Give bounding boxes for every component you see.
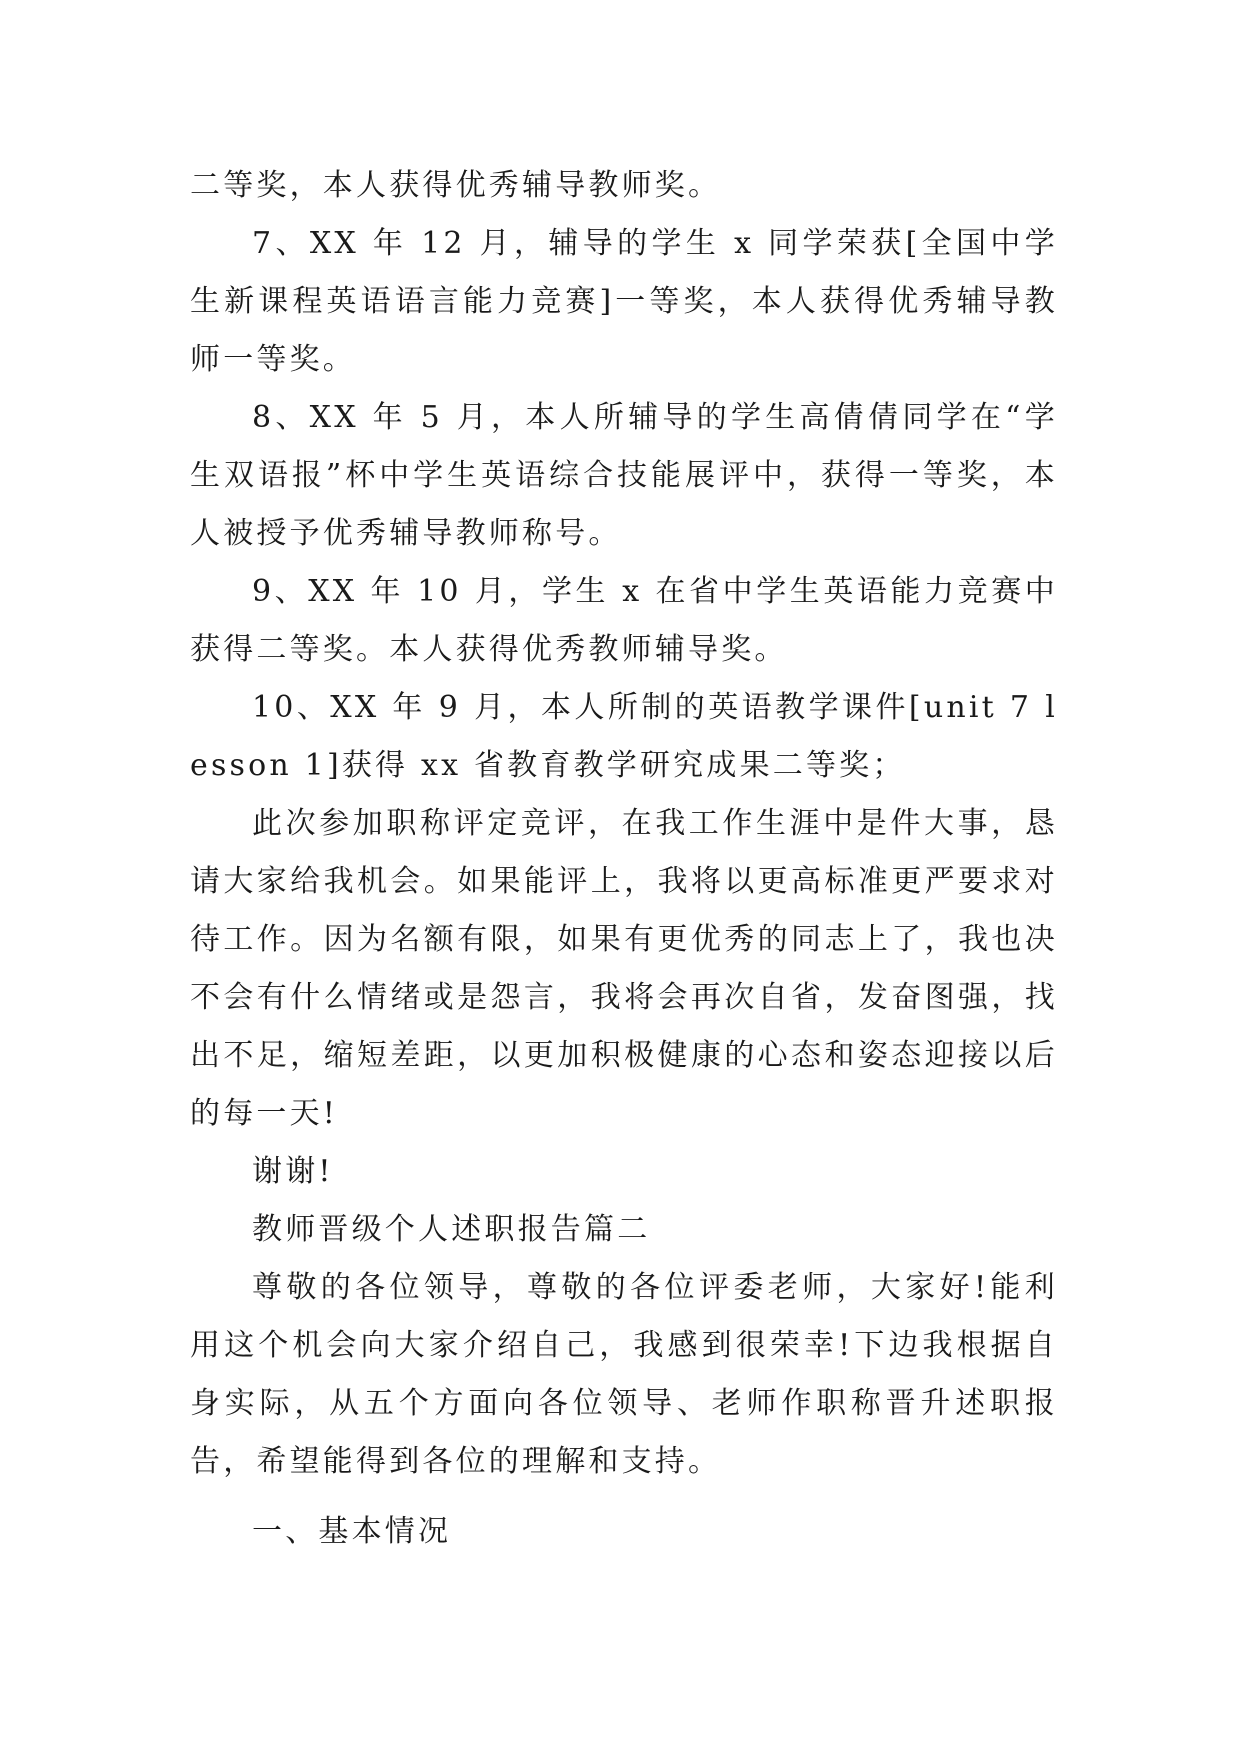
paragraph-award-9: 9、XX 年 10 月，学生 x 在省中学生英语能力竞赛中获得二等奖。本人获得优秀教师辅导奖。: [190, 574, 1058, 667]
document-body: [190, 157, 1058, 1561]
paragraph-thanks: 谢谢!: [252, 1154, 334, 1189]
paragraph-award-7: 7、XX 年 12 月，辅导的学生 x 同学荣获[全国中学生新课程英语语言能力竞赛]一等奖，本人获得优秀辅导教师一等奖。: [190, 226, 1058, 377]
paragraph-award-continuation: 二等奖，本人获得优秀辅导教师奖。: [190, 168, 722, 203]
paragraph-award-10: 10、XX 年 9 月，本人所制的英语教学课件[unit 7 lesson 1]获得 xx 省教育教学研究成果二等奖；: [190, 690, 1058, 783]
paragraph-closing-statement: 此次参加职称评定竞评，在我工作生涯中是件大事，恳请大家给我机会。如果能评上，我将以更高标准更严要求对待工作。因为名额有限，如果有更优秀的同志上了，我也决不会有什么情绪或是怨言，我将会再次自省，发奋图强，找出不足，缩短差距，以更加积极健康的心态和姿态迎接以后的每一天!: [190, 806, 1058, 1131]
section-title-part-two: 教师晋级个人述职报告篇二: [252, 1212, 651, 1247]
heading-basic-info: 一、基本情况: [252, 1514, 452, 1549]
paragraph-greeting: 尊敬的各位领导，尊敬的各位评委老师，大家好!能利用这个机会向大家介绍自己，我感到很荣幸!下边我根据自身实际，从五个方面向各位领导、老师作职称晋升述职报告，希望能得到各位的理解和支持。: [190, 1270, 1058, 1479]
paragraph-award-8: 8、XX 年 5 月，本人所辅导的学生高倩倩同学在“学生双语报”杯中学生英语综合技能展评中，获得一等奖，本人被授予优秀辅导教师称号。: [190, 400, 1058, 551]
